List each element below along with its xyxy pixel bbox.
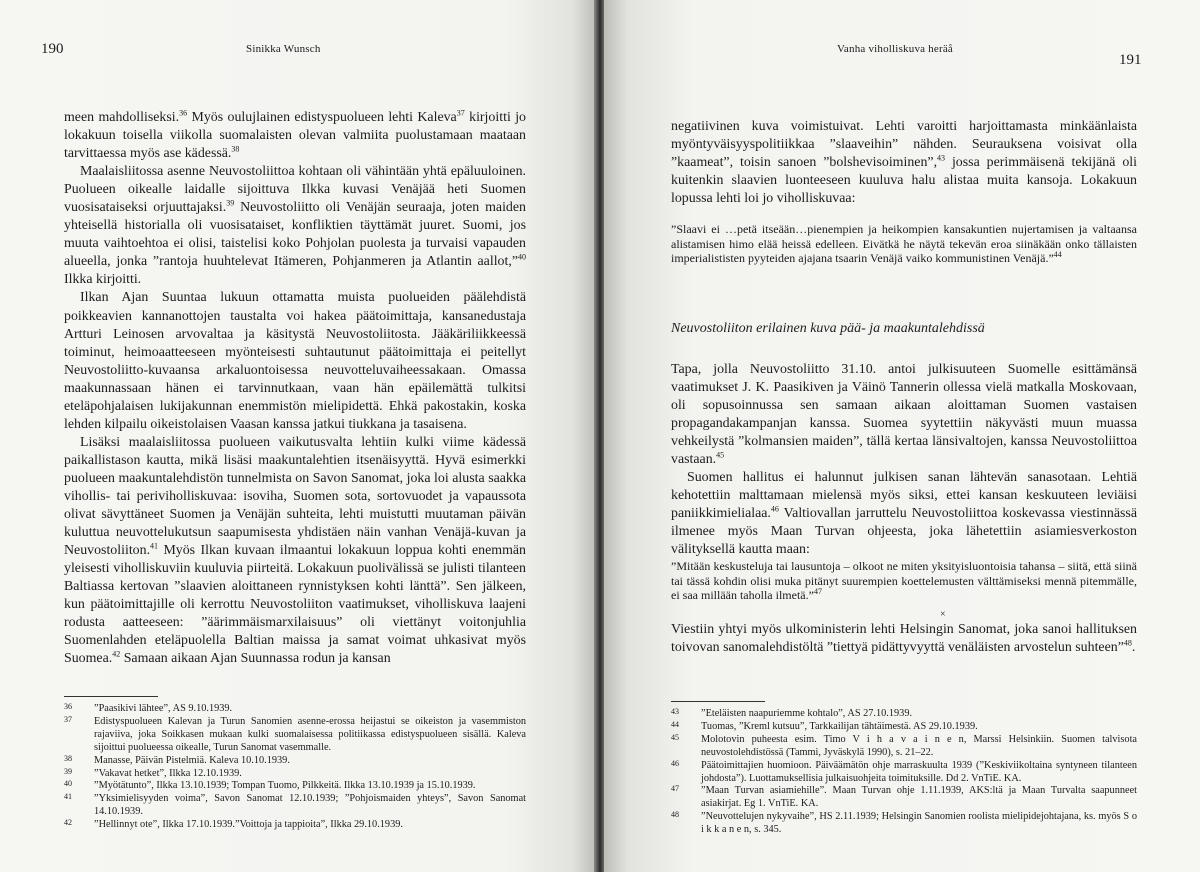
footnote <box>671 734 1137 760</box>
text-run: Valtiovallan jarruttelu Neuvostoliittoa koskevassa viestinnässä ilmenee myös Maan Turvan ohjeesta, joka lähetettiin asiamiesverkoston välityksellä kautta maan: <box>671 506 1137 558</box>
left-footnotes <box>64 703 526 832</box>
footnote <box>64 780 526 793</box>
paragraph <box>671 469 1137 559</box>
text-run: Ilkan Ajan Suuntaa lukuun ottamatta muista puolueiden päälehdistä poikkeavien kannanottojen taustalta voi hakea päätoimittaja, kansanedustaja Artturi Leinosen arvovaltaa ja käsitystä Neuvostoliitosta. Jääkäriliikkeessä toiminut, heimoaatteeseen myönteisesti suhtautunut päätoimittaja ei peitellyt Neuvostoliitto-kuvaansa arkaluontoisessa neuvotteluvaiheessakaan. Omassa maakunnassaan hänen ei tarvinnutkaan, vaan hän epäilemättä tulkitsi eteläpohjalaisen lukijakunnan enemmistön mielipidettä. Ehkä pakostakin, koska lehden kilpailu oikeistolaisen Vaasan kanssa jatkui tiukkana ja tasaisena. <box>64 290 526 432</box>
page-number: 191 <box>1119 52 1142 68</box>
footnote-number: 47 <box>671 784 679 794</box>
footnote-number: 36 <box>64 702 72 711</box>
footnote-number: 46 <box>671 758 679 768</box>
text-run: Lisäksi maalaisliitossa puolueen vaikutusvalta lehtiin kulki viime kädessä paikallistason kautta, mikä lisäsi maakuntalehtien itsenäisyyttä. Hyvä esimerkki puolueen maakuntalehdistön tunnelmista on Savon Sanomat, joka loi alusta saakka vihollis- tai periviholliskuvaa: isoviha, Suomen sota, sortovuodet ja vapaussota olivat sävyttäneet Suomen ja Venäjän suhteita, lehti muistutti muutaman päivän kuluttua neuvottelukutsun saapumisesta yhdistäen näin vanhan Venäjä-kuvan ja Neuvostoliiton. <box>64 434 526 559</box>
text-run: Myös Ilkan kuvaan ilmaantui lokakuun loppua kohti enemmän yleisesti viholliskuviin kuuluvia piirteitä. Lokakuun puolivälissä se julisti tilanteen Baltiassa kertovan ”slaavien aloittaneen rynnistyksen kohti länttä”. Sen jälkeen, kun päätoimittajille oli kerrottu Neuvostoliiton vaatimukset, viholliskuva laajeni rodusta aatteeseen: ”äärimmäismarxilaisuus” oli viettänyt voitonjuhlia Suomenlahden eteläpuolella Baltian maissa ja samat voimat uhkasivat myös Suomea. <box>64 543 526 667</box>
footnote-text: ”Eteläisten naapuriemme kohtalo”, AS 27.10.1939. <box>701 708 913 719</box>
footnote-number: 41 <box>64 792 72 802</box>
right-page <box>604 0 1200 872</box>
footnote-number: 40 <box>64 779 72 789</box>
text-run: Neuvostoliitto oli Venäjän seuraaja, joten maiden yhteisellä historialla oli vuosisataiset, konfliktien täyttämät juuret. Suomi, jos muuta vaihtoehtoa ei olisi, taistelisi koko Pohjolan puolesta ja turvaisi vapauden alueella, jonka ”rantoja huuhtelevat Itämeren, Pohjanmeren ja Atlantin aallot,” <box>64 200 526 270</box>
paragraph <box>64 109 526 163</box>
footnote-rule <box>671 701 765 702</box>
footnote-text: Molotovin puheesta esim. Timo V i h a v a i n e n, Marssi Helsinkiin. Suomen talvisota neuvostolehdistössä (Tammi, Jyväskylä 1990), s. 21–22. <box>701 733 1137 758</box>
left-page <box>0 0 596 872</box>
footnote-text: ”Maan Turvan asiamiehille”. Maan Turvan ohje 1.11.1939, AKS:ltä ja Maan Turvalta saapunneet asiakirjat. Eg 1. VnTiE. KA. <box>701 785 1137 810</box>
footnote <box>671 721 1137 734</box>
text-run: Suomen hallitus ei halunnut julkisen sanan lähtevän sanasotaan. Lehtiä kehotettiin malttamaan mielensä myös siksi, ettei kansan keskuuteen leviäisi paniikkimielialaa. <box>671 470 1137 522</box>
text-run: Ilkka kirjoitti. <box>64 272 142 288</box>
footnote-text: ”Hellinnyt ote”, Ilkka 17.10.1939.”Voittoja ja tappioita”, Ilkka 29.10.1939. <box>94 819 403 831</box>
footnote-text: Päätoimittajien huomioon. Päiväämätön ohje marraskuulta 1939 (”Keskiviikoltaina syntyneen tilanteen johdosta”). Luottamuksellisia julkaisuohjeita toimituksille. Dd 2. VnTiE. KA. <box>701 759 1137 784</box>
footnote-number: 42 <box>64 818 72 828</box>
footnote-ref: 45 <box>716 450 725 460</box>
paragraph <box>64 434 526 669</box>
footnote <box>671 811 1137 837</box>
footnote-number: 48 <box>671 810 679 820</box>
footnote-text: ”Yksimielisyyden voima”, Savon Sanomat 12.10.1939; ”Pohjoismaiden yhteys”, Savon Sanomat 14.10.1939. <box>94 793 526 818</box>
footnote-text: ”Paasikivi lähtee”, AS 9.10.1939. <box>94 703 233 714</box>
footnote <box>671 785 1137 811</box>
left-body-text <box>64 109 526 668</box>
right-body-text-bottom <box>671 621 1137 657</box>
text-run: kirjoitti jo lokakuun toisella viikolla suomalaisten olevan valmiita puolustamaan maataan tarvittaessa myös ase kädessä. <box>64 110 526 162</box>
text-run: ”Slaavi ei …petä itseään…pienempien ja heikompien kansakuntien nujertamisen ja valtaansa alistamisen himo elää heissä edelleen. Eivätkä he näytä tekevän eroa siinäkään onko tällaisten imperialististen pyyteiden ajajana tsaarin Venäjä vaiko kommunistinen Venäjä.” <box>671 222 1137 266</box>
footnote-ref: 38 <box>231 144 240 154</box>
footnote <box>64 703 526 716</box>
footnote-number: 45 <box>671 732 679 742</box>
pen-mark: × <box>940 609 946 620</box>
block-quote-1 <box>671 222 1137 266</box>
text-run: Viestiin yhtyi myös ulkoministerin lehti Helsingin Sanomat, joka sanoi hallituksen toivovan sanomalehdistöltä ”tiettyä pidättyvyyttä venäläisten arvostelun suhteen” <box>671 622 1137 656</box>
footnote-ref: 46 <box>770 504 779 514</box>
right-footnotes <box>671 708 1137 837</box>
section-heading: Neuvostoliiton erilainen kuva pää- ja maakuntalehdissä <box>671 321 985 336</box>
text-run: meen mahdolliseksi. <box>64 110 180 125</box>
footnote <box>671 760 1137 786</box>
right-body-text-middle <box>671 361 1137 560</box>
footnote-text: Manasse, Päivän Pistelmiä. Kaleva 10.10.1939. <box>94 754 290 766</box>
paragraph <box>671 361 1137 469</box>
text-run: ”Mitään keskusteluja tai lausuntoja – olkoot ne miten yksityisluontoisia tahansa – siitä, että siinä tai tässä kohdin olisi muka pitänyt suurempien koettelemusten välttämiseksi mennä pitemmälle, ei saa millään taholla ilmetä.” <box>671 559 1137 603</box>
text-run: Samaan aikaan Ajan Suunnassa rodun ja kansan <box>120 651 391 667</box>
text-run: Tapa, jolla Neuvostoliitto 31.10. antoi julkisuuteen Suomelle esittämänsä vaatimukset J. K. Paasikiven ja Väinö Tannerin ollessa vielä matkalla Moskovaan, oli sopusoinnussa sen samaan aikaan aloittaman Suomen vastaisen propagandakampanjan kanssa. Suomea syytettiin näkyvästi muun muassa vehkeilystä ”kolmansien maiden”, tällä kertaa länsivaltojen, kanssa Neuvostoliittoa vastaan. <box>671 362 1137 468</box>
footnote-text: Tuomas, ”Kreml kutsuu”, Tarkkailijan tähtäimestä. AS 29.10.1939. <box>701 720 978 732</box>
footnote-number: 38 <box>64 753 72 763</box>
paragraph <box>64 163 526 289</box>
running-head: Vanha viholliskuva heräå <box>837 43 953 55</box>
footnote-ref: 37 <box>456 108 465 118</box>
footnote-text: ”Neuvottelujen nykyvaihe”, HS 2.11.1939; Helsingin Sanomien roolista mielipidejohtajana, ks. myös S o i k k a n e n, s. 345. <box>701 811 1137 836</box>
footnote-number: 39 <box>64 766 72 776</box>
footnote <box>64 768 526 781</box>
footnote <box>64 716 526 755</box>
footnote-ref: 43 <box>937 153 946 163</box>
footnote-number: 37 <box>64 714 72 724</box>
paragraph <box>671 118 1137 208</box>
footnote-ref: 42 <box>112 649 121 659</box>
footnote-number: 44 <box>671 719 679 729</box>
block-quote-2 <box>671 559 1137 603</box>
footnote-ref: 44 <box>1053 250 1062 260</box>
paragraph <box>671 621 1137 657</box>
text-run: Maalaisliitossa asenne Neuvostoliittoa kohtaan oli vähintään yhtä epäluuloinen. Puolueen oikealle laidalle sijoittuva Ilkka kuvasi Venäjää heti Suomen vuosisataiseksi orjuuttajaksi. <box>64 164 526 216</box>
page-number: 190 <box>41 41 64 57</box>
text-run: negatiivinen kuva voimistuivat. Lehti varoitti harjoittamasta minkäänlaista myöntyväisyyspolitiikkaa ”slaaveihin” nähden. Seurauksena voisivat olla ”kaameat”, toisin sanoen ”bolshevisoiminen”, <box>671 119 1137 171</box>
footnote-ref: 48 <box>1123 638 1132 648</box>
footnote-text: ”Vakavat hetket”, Ilkka 12.10.1939. <box>94 767 242 779</box>
paragraph <box>64 289 526 433</box>
footnote <box>64 793 526 819</box>
footnote <box>64 819 526 832</box>
footnote <box>671 708 1137 721</box>
text-run: Myös oulujlainen edistyspuolueen lehti Kaleva <box>187 110 457 125</box>
footnote-ref: 41 <box>150 541 159 551</box>
footnote-number: 43 <box>671 707 679 716</box>
right-body-text-top <box>671 118 1137 208</box>
footnote-ref: 47 <box>813 587 822 597</box>
text-run: jossa perimmäisenä tekijänä oli kuitenkin slaavien luonteeseen kuuluva halu alistaa muita kansoja. Lokakuun lopussa lehti loi jo viholliskuvaa: <box>671 155 1137 207</box>
footnote-ref: 39 <box>226 198 235 208</box>
footnote-ref: 36 <box>179 108 188 118</box>
text-run: . <box>1131 640 1136 656</box>
footnote-ref: 40 <box>518 252 526 262</box>
footnote-text: ”Myötätunto”, Ilkka 13.10.1939; Tompan Tuomo, Pilkkeitä. Ilkka 13.10.1939 ja 15.10.1939. <box>94 780 476 792</box>
footnote <box>64 755 526 768</box>
running-head: Sinikka Wunsch <box>246 43 321 55</box>
footnote-rule <box>64 696 158 697</box>
footnote-text: Edistyspuolueen Kalevan ja Turun Sanomien asenne-erossa heijastui se oikeiston ja vasemmiston rajaviiva, joka Soikkasen mukaan kulki suomalaisessa politiikassa edistyspuolueen sisällä. Kaleva sijoittui puolueessa oikealle, Turun Sanomat vasemmalle. <box>94 715 526 753</box>
